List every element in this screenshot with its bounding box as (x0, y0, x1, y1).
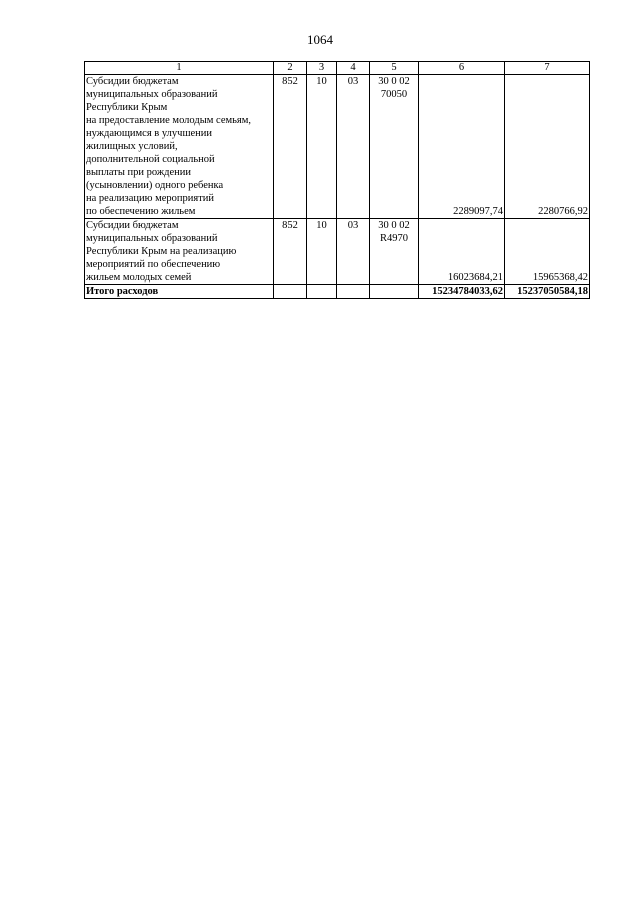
page-number: 1064 (307, 32, 333, 47)
column-header: 2 (274, 62, 307, 75)
row-target-code: 30 0 02 70050 (370, 75, 419, 219)
row-section-code: 10 (307, 75, 337, 219)
total-amount-col7: 15237050584,18 (505, 285, 590, 299)
total-row (85, 285, 590, 299)
row-amount-col7: 2280766,92 (505, 75, 590, 219)
empty-cell (274, 285, 307, 299)
row-subsection-code: 03 (337, 75, 370, 219)
table-row (85, 75, 590, 219)
row-admin-code: 852 (274, 75, 307, 219)
column-header: 5 (370, 62, 419, 75)
row-subsection-code: 03 (337, 219, 370, 285)
budget-table (84, 61, 590, 299)
column-header: 7 (505, 62, 590, 75)
row-description: Субсидии бюджетам муниципальных образований Республики Крым на реализацию мероприятий по обеспечению жильем молодых семей (85, 219, 274, 285)
row-amount-col6: 2289097,74 (419, 75, 505, 219)
column-header: 1 (85, 62, 274, 75)
row-description: Субсидии бюджетам муниципальных образований Республики Крым на предоставление молодым семьям, нуждающимся в улучшении жилищных условий, дополнительной социальной выплаты при рождении (усыновлении) одного ребенка на реализацию мероприятий по обеспечению жильем (85, 75, 274, 219)
column-header: 6 (419, 62, 505, 75)
column-header: 4 (337, 62, 370, 75)
table-row (85, 219, 590, 285)
row-amount-col7: 15965368,42 (505, 219, 590, 285)
row-admin-code: 852 (274, 219, 307, 285)
empty-cell (337, 285, 370, 299)
row-target-code: 30 0 02 R4970 (370, 219, 419, 285)
row-amount-col6: 16023684,21 (419, 219, 505, 285)
total-label: Итого расходов (85, 285, 274, 299)
column-header: 3 (307, 62, 337, 75)
total-amount-col6: 15234784033,62 (419, 285, 505, 299)
row-section-code: 10 (307, 219, 337, 285)
empty-cell (370, 285, 419, 299)
table-header-row (85, 62, 590, 75)
empty-cell (307, 285, 337, 299)
